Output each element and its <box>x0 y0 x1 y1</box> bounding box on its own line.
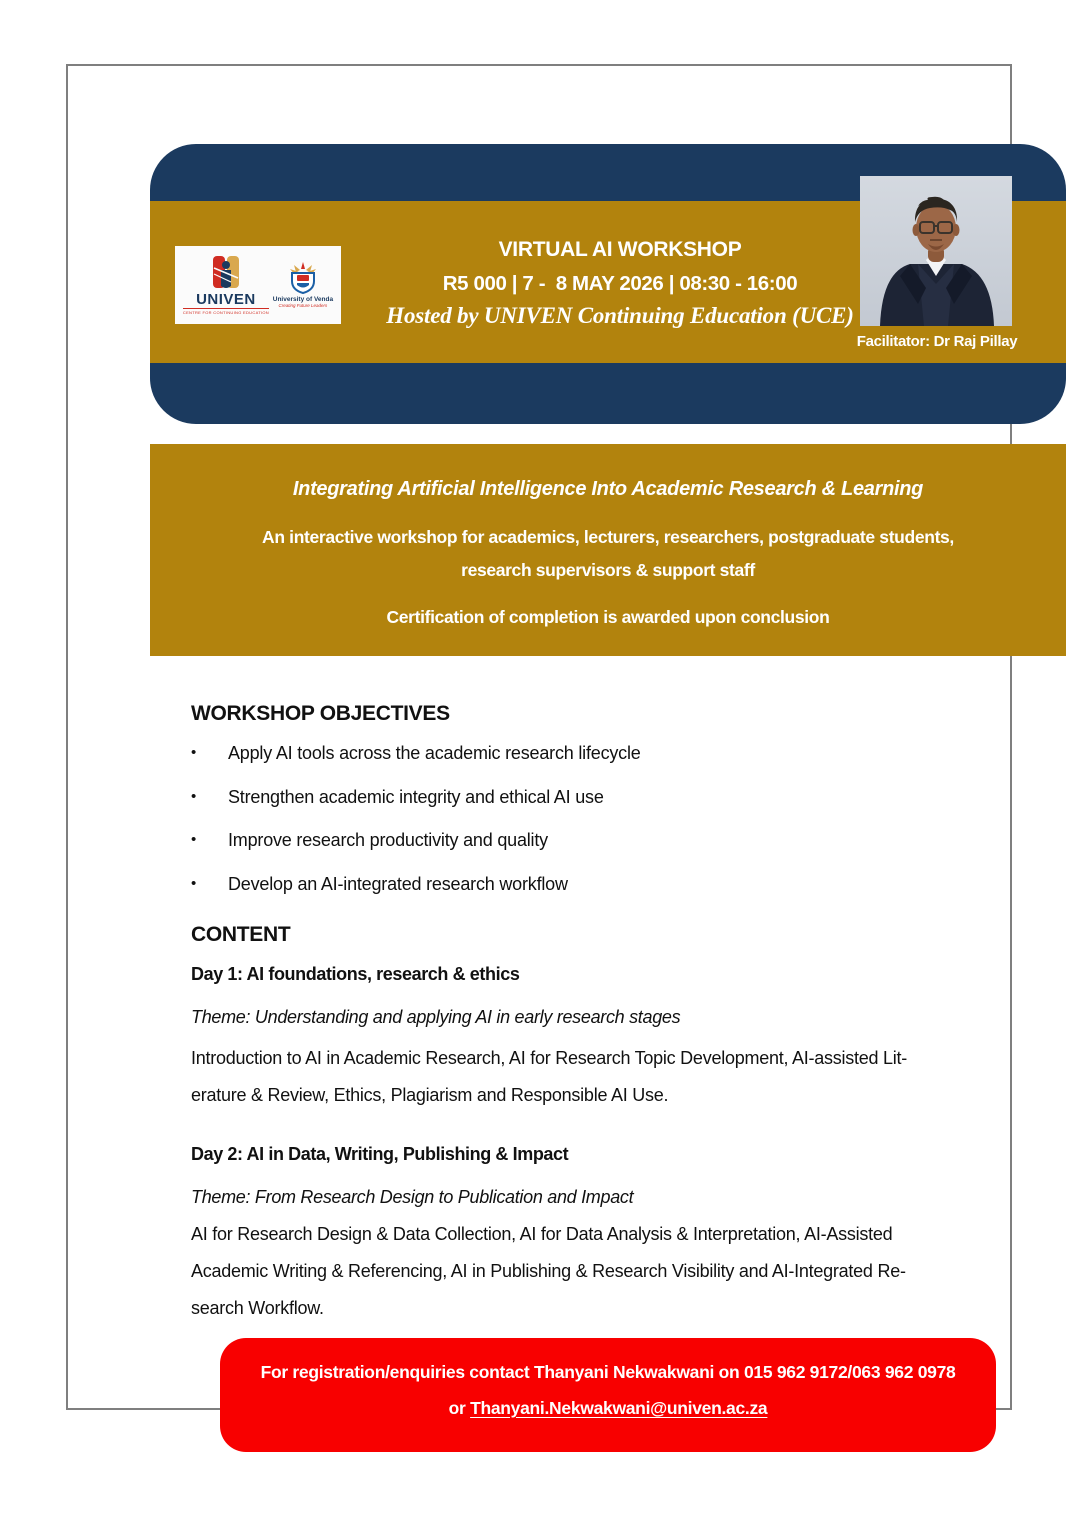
univen-logo <box>183 256 269 315</box>
day2-body <box>191 1216 906 1327</box>
day2-body-line3: search Workflow. <box>191 1298 324 1318</box>
bullet-icon: • <box>191 787 197 805</box>
bullet-icon: • <box>191 744 197 761</box>
list-item <box>191 874 641 894</box>
banner-certification-note: Certification of completion is awarded upon conclusion <box>386 607 830 627</box>
list-item <box>191 743 641 763</box>
banner-title: Integrating Artificial Intelligence Into Academic Research & Learning <box>292 478 924 500</box>
day2-body-line1: AI for Research Design & Data Collection, AI for Data Analysis & Interpretation, AI-Assisted <box>191 1224 893 1244</box>
contact-line1: For registration/enquiries contact Thanyani Nekwakwani on 015 962 9172/063 962 0978 <box>260 1362 956 1382</box>
day1-body-line1: Introduction to AI in Academic Research, AI for Research Topic Development, AI-assisted Lit- <box>191 1048 908 1068</box>
list-item <box>191 830 641 850</box>
facilitator-photo <box>860 176 1012 326</box>
objective-text: Improve research productivity and quality <box>228 830 548 850</box>
header-banner <box>150 144 1066 424</box>
list-item <box>191 787 641 807</box>
bullet-icon: • <box>191 831 197 848</box>
day1-theme: Theme: Understanding and applying AI in early research stages <box>191 1007 681 1027</box>
university-of-venda-crest-icon <box>288 262 318 294</box>
contact-line2 <box>220 1398 996 1419</box>
workshop-details: R5 000 | 7 - 8 MAY 2026 | 08:30 - 16:00 <box>442 272 798 295</box>
logo-box <box>175 246 341 324</box>
objectives-list <box>191 743 641 917</box>
university-of-venda-logo <box>273 262 333 308</box>
email-link[interactable]: Thanyani.Nekwakwani@univen.ac.za <box>470 1398 768 1418</box>
day1-body <box>191 1040 907 1114</box>
objective-text: Develop an AI-integrated research workflow <box>228 873 568 894</box>
uov-name: University of Venda <box>272 296 334 303</box>
objective-text: Strengthen academic integrity and ethical AI use <box>228 786 604 807</box>
day2-theme: Theme: From Research Design to Publication and Impact <box>191 1187 634 1207</box>
univen-wordmark: UNIVEN <box>196 290 256 308</box>
content-heading: CONTENT <box>191 923 291 946</box>
contact-banner <box>220 1338 996 1452</box>
day2-body-line2: Academic Writing & Referencing, AI in Publishing & Research Visibility and AI-Integrated Re- <box>191 1261 906 1281</box>
hosted-by-line: Hosted by UNIVEN Continuing Education (UCE) <box>386 303 854 328</box>
univen-logo-icon <box>207 256 245 290</box>
facilitator-portrait-icon <box>860 176 1012 326</box>
flyer-page <box>66 64 1018 1418</box>
banner-subtitle-line1: An interactive workshop for academics, lecturers, researchers, postgraduate students, <box>262 527 954 547</box>
facilitator-caption: Facilitator: Dr Raj Pillay <box>856 333 1018 350</box>
day1-body-line2: erature & Review, Ethics, Plagiarism and Responsible AI Use. <box>191 1085 669 1105</box>
objective-text: Apply AI tools across the academic research lifecycle <box>228 743 641 763</box>
univen-logo-subtext: CENTRE FOR CONTINUING EDUCATION <box>182 309 269 315</box>
gold-title-banner <box>150 444 1066 656</box>
uov-tagline: Creating Future Leaders <box>278 303 328 308</box>
bullet-icon: • <box>191 874 197 892</box>
contact-line2-prefix: or <box>448 1398 471 1418</box>
day1-title: Day 1: AI foundations, research & ethics <box>191 964 520 984</box>
workshop-title: VIRTUAL AI WORKSHOP <box>498 238 742 261</box>
header-text-block <box>340 238 900 329</box>
objectives-heading: WORKSHOP OBJECTIVES <box>191 702 450 725</box>
banner-subtitle-line2: research supervisors & support staff <box>461 560 755 580</box>
day2-title: Day 2: AI in Data, Writing, Publishing & Impact <box>191 1144 569 1164</box>
